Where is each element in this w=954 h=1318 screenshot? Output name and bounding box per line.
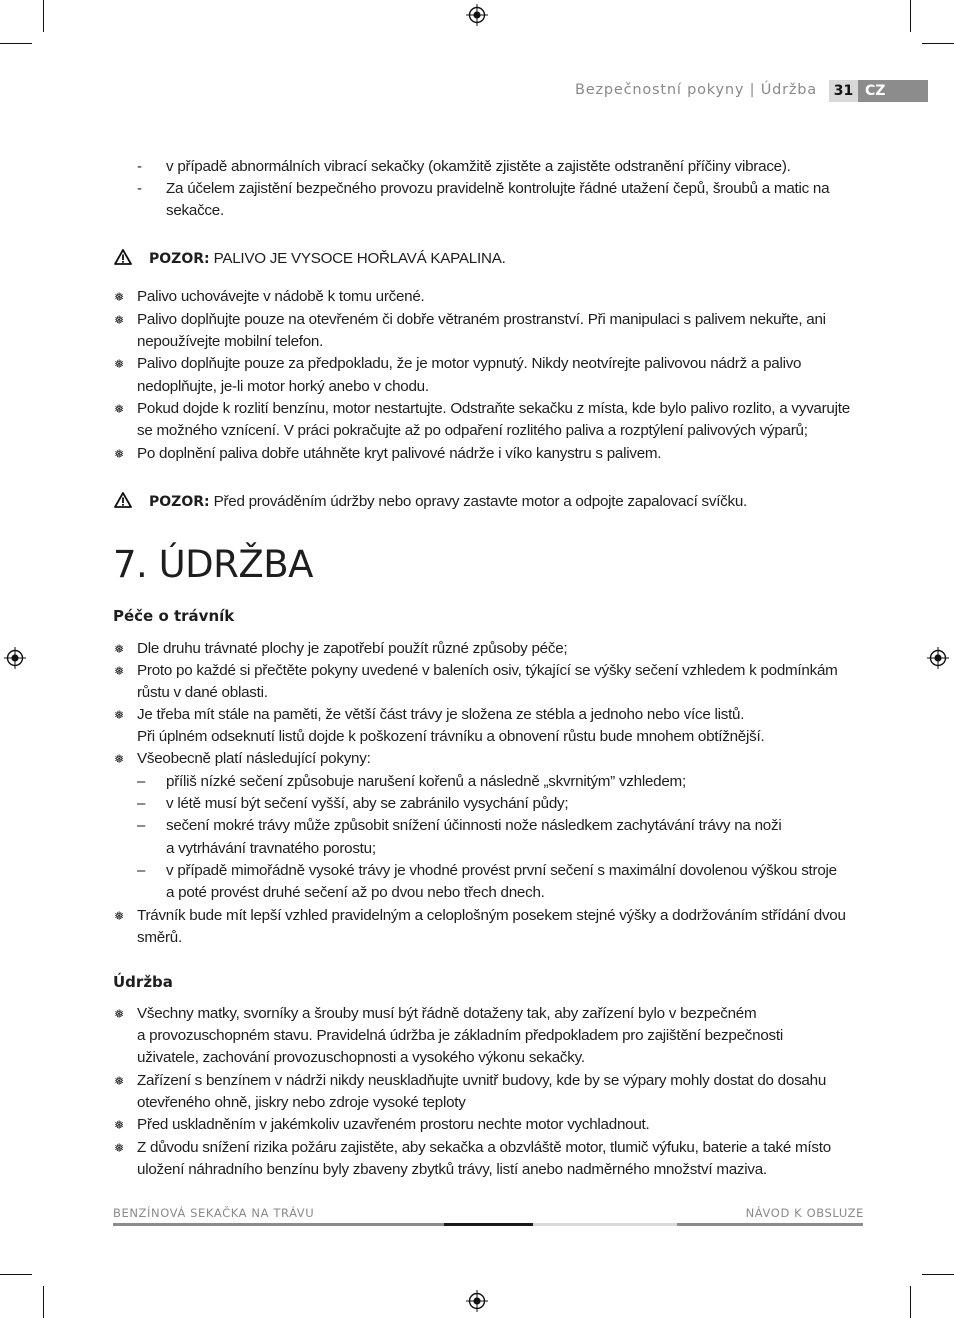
snowflake-bullet-icon: ❅ — [113, 402, 125, 416]
list-item-line: Zařízení s benzínem v nádrži nikdy neuskladňujte uvnitř budovy, kde by se výpary mohly dostat do dosahu — [137, 1072, 827, 1089]
list-item-line: Trávník bude mít lepší vzhled pravidelným a celoplošným posekem stejné výšky a dodržováním střídání dvou — [137, 907, 846, 924]
dash-marker: – — [137, 862, 146, 879]
list-item-line: v létě musí být sečení vyšší, aby se zabránilo vysychání půdy; — [166, 795, 569, 812]
list-item-line: Palivo doplňujte pouze za předpokladu, že je motor vypnutý. Nikdy neotvírejte palivovou nádrž a palivo — [137, 355, 802, 372]
snowflake-bullet-icon: ❅ — [113, 290, 125, 304]
snowflake-bullet-icon: ❅ — [113, 1007, 125, 1021]
crop-mark — [43, 0, 44, 32]
crop-mark — [43, 1286, 44, 1318]
crop-mark — [910, 1286, 911, 1318]
dash-marker: – — [137, 773, 146, 790]
warning-text: PALIVO JE VYSOCE HOŘLAVÁ KAPALINA. — [209, 250, 506, 267]
list-item-line: a vytrhávání travnatého porostu; — [166, 840, 376, 857]
footer-bar — [533, 1223, 677, 1226]
footer-bar — [677, 1223, 863, 1226]
registration-mark-icon — [466, 4, 488, 26]
chapter-title: 7. ÚDRŽBA — [113, 543, 313, 586]
list-item-line: Všechny matky, svorníky a šrouby musí být řádně dotaženy tak, aby zařízení bylo v bezpečném — [137, 1005, 757, 1022]
list-item-line: Po doplnění paliva dobře utáhněte kryt palivové nádrže i víko kanystru s palivem. — [137, 445, 662, 462]
crop-mark — [922, 1274, 954, 1275]
list-item-line: Palivo uchovávejte v nádobě k tomu určené. — [137, 288, 425, 305]
header-section-title: Bezpečnostní pokyny | Údržba — [575, 82, 817, 98]
list-item-line: Je třeba mít stále na paměti, že větší část trávy je složena ze stébla a jednoho nebo více listů. — [137, 706, 745, 723]
list-item-line: příliš nízké sečení způsobuje narušení kořenů a následně „skvrnitým” vzhledem; — [166, 773, 686, 790]
list-item-line: Palivo doplňujte pouze na otevřeném či dobře větraném prostranství. Při manipulaci s palivem nekuřte, ani — [137, 311, 826, 328]
dash-marker: - — [137, 158, 142, 175]
list-item-line: Proto po každé si přečtěte pokyny uvedené v baleních osiv, týkající se výšky sečení vzhledem k podmínkám — [137, 662, 838, 679]
snowflake-bullet-icon: ❅ — [113, 909, 125, 923]
page-number: 31 — [829, 80, 858, 102]
dash-marker: – — [137, 795, 146, 812]
footer-manual-label: NÁVOD K OBSLUZE — [745, 1206, 864, 1220]
list-item-line: se možného vznícení. V práci pokračujte až po odpaření rozlitého paliva a rozptýlení palivových výparů; — [137, 422, 808, 439]
snowflake-bullet-icon: ❅ — [113, 313, 125, 327]
registration-mark-icon — [466, 1290, 488, 1312]
warning-label: POZOR: — [149, 494, 210, 510]
snowflake-bullet-icon: ❅ — [113, 1118, 125, 1132]
list-item-line: Za účelem zajistění bezpečného provozu pravidelně kontrolujte řádné utažení čepů, šroubů a matic na — [166, 180, 830, 197]
warning-fuel — [149, 248, 506, 270]
list-item-line: směrů. — [137, 929, 182, 946]
footer-bar — [113, 1223, 444, 1226]
list-item-line: sečení mokré trávy může způsobit snížení účinnosti nože následkem zachytávání trávy na noži — [166, 817, 782, 834]
list-item-line: Z důvodu snížení rizika požáru zajistěte, aby sekačka a obzvláště motor, tlumič výfuku, baterie a také místo — [137, 1139, 831, 1156]
list-item-line: Pokud dojde k rozlití benzínu, motor nestartujte. Odstraňte sekačku z místa, kde bylo palivo rozlito, a vyvarujte — [137, 400, 850, 417]
registration-mark-icon — [4, 647, 26, 669]
warning-label: POZOR: — [149, 251, 210, 267]
footer-bar — [444, 1223, 533, 1226]
list-item-line: Dle druhu trávnaté plochy je zapotřebí použít různé způsoby péče; — [137, 640, 568, 657]
dash-marker: – — [137, 817, 146, 834]
snowflake-bullet-icon: ❅ — [113, 664, 125, 678]
list-item-line: uživatele, zachování provozuschopnosti a vysokého výkonu sekačky. — [137, 1049, 585, 1066]
snowflake-bullet-icon: ❅ — [113, 752, 125, 766]
snowflake-bullet-icon: ❅ — [113, 1141, 125, 1155]
warning-triangle-icon — [114, 249, 132, 265]
warning-text: Před prováděním údržby nebo opravy zastavte motor a odpojte zapalovací svíčku. — [209, 493, 748, 510]
crop-mark — [0, 43, 32, 44]
crop-mark — [0, 1274, 32, 1275]
footer-product-name: BENZÍNOVÁ SEKAČKA NA TRÁVU — [113, 1206, 315, 1220]
list-item-line: v případě abnormálních vibrací sekačky (okamžitě zjistěte a zajistěte odstranění příčiny vibrace). — [166, 158, 791, 175]
list-item-line: a provozuschopném stavu. Pravidelná údržba je základním předpokladem pro zajištění bezpečnosti — [137, 1027, 783, 1044]
list-item-line: Všeobecně platí následující pokyny: — [137, 750, 371, 767]
snowflake-bullet-icon: ❅ — [113, 1074, 125, 1088]
dash-marker: - — [137, 180, 142, 197]
snowflake-bullet-icon: ❅ — [113, 357, 125, 371]
list-item-line: a poté provést druhé sečení až po dvou nebo třech dnech. — [166, 884, 545, 901]
list-item-line: otevřeného ohně, jiskry nebo zdroje vysoké teploty — [137, 1094, 466, 1111]
list-item-line: nedoplňujte, je-li motor horký anebo v chodu. — [137, 378, 429, 395]
list-item-line: růstu v dané oblasti. — [137, 684, 268, 701]
crop-mark — [910, 0, 911, 32]
snowflake-bullet-icon: ❅ — [113, 708, 125, 722]
warning-maintenance — [149, 491, 747, 513]
snowflake-bullet-icon: ❅ — [113, 642, 125, 656]
warning-triangle-icon — [114, 492, 132, 508]
section-heading-lawn-care: Péče o trávník — [113, 607, 235, 625]
language-code: CZ — [865, 83, 886, 99]
section-heading-maintenance: Údržba — [113, 973, 173, 991]
registration-mark-icon — [927, 647, 949, 669]
list-item-line: sekačce. — [166, 202, 224, 219]
list-item-line: Při úplném odseknutí listů dojde k poškození trávníku a obnovení růstu bude mnohem obtížnější. — [137, 728, 765, 745]
snowflake-bullet-icon: ❅ — [113, 447, 125, 461]
list-item-line: v případě mimořádně vysoké trávy je vhodné provést první sečení s maximální dovolenou výškou stroje — [166, 862, 837, 879]
page-tab — [829, 80, 928, 102]
crop-mark — [922, 43, 954, 44]
list-item-line: nepoužívejte mobilní telefon. — [137, 333, 324, 350]
list-item-line: uložení náhradního benzínu byly zbaveny zbytků trávy, listí anebo nadměrného množství maziva. — [137, 1161, 767, 1178]
list-item-line: Před uskladněním v jakémkoliv uzavřeném prostoru nechte motor vychladnout. — [137, 1116, 650, 1133]
